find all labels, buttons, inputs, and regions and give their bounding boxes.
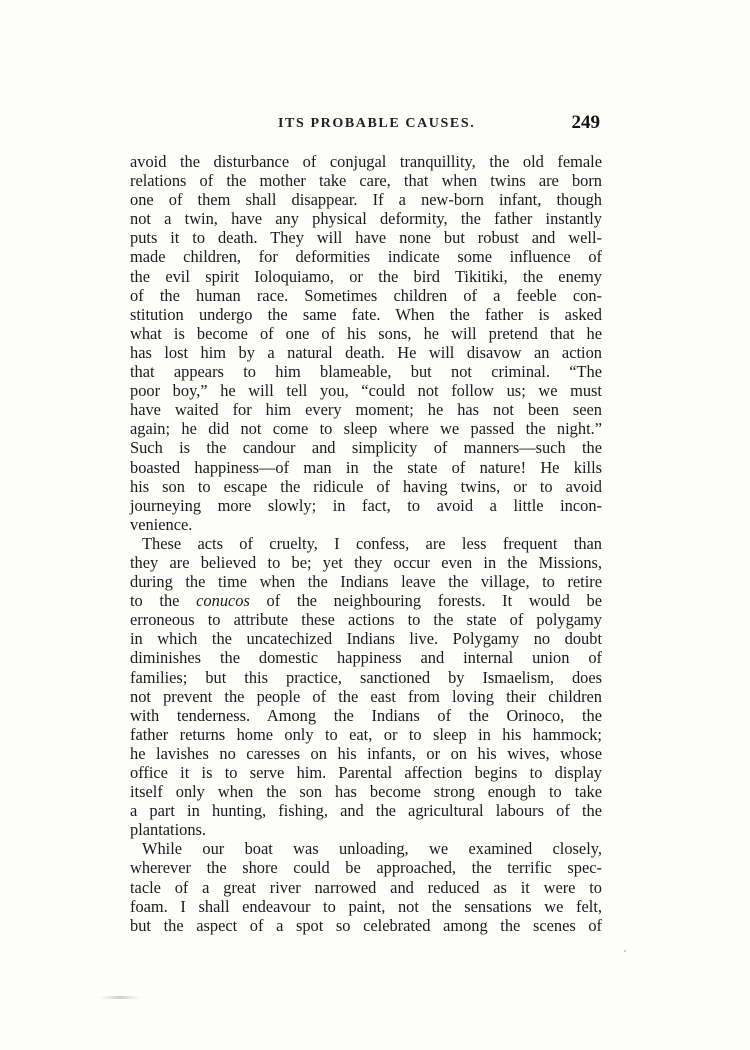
text-line: but the aspect of a spot so celebrated among the scenes of: [130, 915, 602, 935]
text-line: of the human race. Sometimes children of a feeble con-: [130, 285, 602, 305]
text-line: during the time when the Indians leave the village, to retire: [130, 572, 602, 592]
text-line: what is become of one of his sons, he will pretend that he: [130, 323, 602, 343]
text-line: they are believed to be; yet they occur even in the Missions,: [130, 552, 602, 572]
body-text: [130, 152, 602, 935]
ink-speck: [624, 950, 626, 952]
running-head: [130, 112, 600, 140]
text-line: has lost him by a natural death. He will disavow an action: [130, 342, 602, 362]
text-line: made children, for deformities indicate some influence of: [130, 247, 602, 267]
text-line: father returns home only to eat, or to sleep in his hammock;: [130, 724, 602, 744]
italic-term: conucos: [196, 591, 250, 611]
text-line: puts it to death. They will have none but robust and well-: [130, 228, 602, 248]
text-line: journeying more slowly; in fact, to avoid a little incon-: [130, 495, 602, 515]
text-line: have waited for him every moment; he has not been seen: [130, 400, 602, 420]
text-line: itself only when the son has become strong enough to take: [130, 782, 602, 802]
text-line: poor boy,” he will tell you, “could not follow us; we must: [130, 381, 602, 401]
text-line: plantations.: [130, 820, 207, 840]
text-line: the evil spirit Ioloquiamo, or the bird Tikitiki, the enemy: [130, 266, 602, 286]
text-line: he lavishes no caresses on his infants, or on his wives, whose: [130, 743, 602, 763]
text-line: not a twin, have any physical deformity, the father instantly: [130, 209, 602, 229]
text-line: venience.: [130, 514, 193, 534]
text-line: to the conucos of the neighbouring forests. It would be: [130, 591, 603, 611]
text-line: that appears to him blameable, but not criminal. “The: [130, 362, 602, 382]
scan-smudge: [100, 996, 140, 999]
paragraph-start-line: While our boat was unloading, we examined closely,: [142, 839, 602, 859]
text-line: avoid the disturbance of conjugal tranquillity, the old female: [130, 152, 602, 171]
text-line: boasted happiness—of man in the state of nature! He kills: [130, 457, 602, 477]
text-line: not prevent the people of the east from loving their children: [130, 686, 602, 706]
text-line: office it is to serve him. Parental affection begins to display: [130, 763, 602, 782]
text-line: families; but this practice, sanctioned by Ismaelism, does: [130, 667, 602, 687]
text-line: again; he did not come to sleep where we passed the night.”: [130, 419, 602, 439]
text-line: wherever the shore could be approached, the terrific spec-: [130, 858, 602, 878]
page-number: 249: [571, 112, 600, 133]
text-line: a part in hunting, fishing, and the agricultural labours of the: [130, 801, 602, 821]
text-line: his son to escape the ridicule of having twins, or to avoid: [130, 476, 602, 496]
text-line: in which the uncatechized Indians live. Polygamy no doubt: [130, 629, 602, 649]
text-line: Such is the candour and simplicity of manners—such the: [130, 438, 602, 458]
running-title: ITS PROBABLE CAUSES.: [278, 116, 476, 131]
text-line: diminishes the domestic happiness and internal union of: [130, 648, 602, 668]
paragraph-start-line: These acts of cruelty, I confess, are less frequent than: [142, 533, 602, 553]
text-line: one of them shall disappear. If a new-born infant, though: [130, 190, 602, 210]
text-line: erroneous to attribute these actions to the state of polygamy: [130, 610, 602, 630]
text-line: with tenderness. Among the Indians of the Orinoco, the: [130, 705, 602, 725]
text-line: foam. I shall endeavour to paint, not the sensations we felt,: [130, 896, 602, 916]
text-line: tacle of a great river narrowed and reduced as it were to: [130, 877, 602, 897]
text-line: stitution undergo the same fate. When the father is asked: [130, 304, 602, 324]
text-line: relations of the mother take care, that when twins are born: [130, 171, 602, 191]
